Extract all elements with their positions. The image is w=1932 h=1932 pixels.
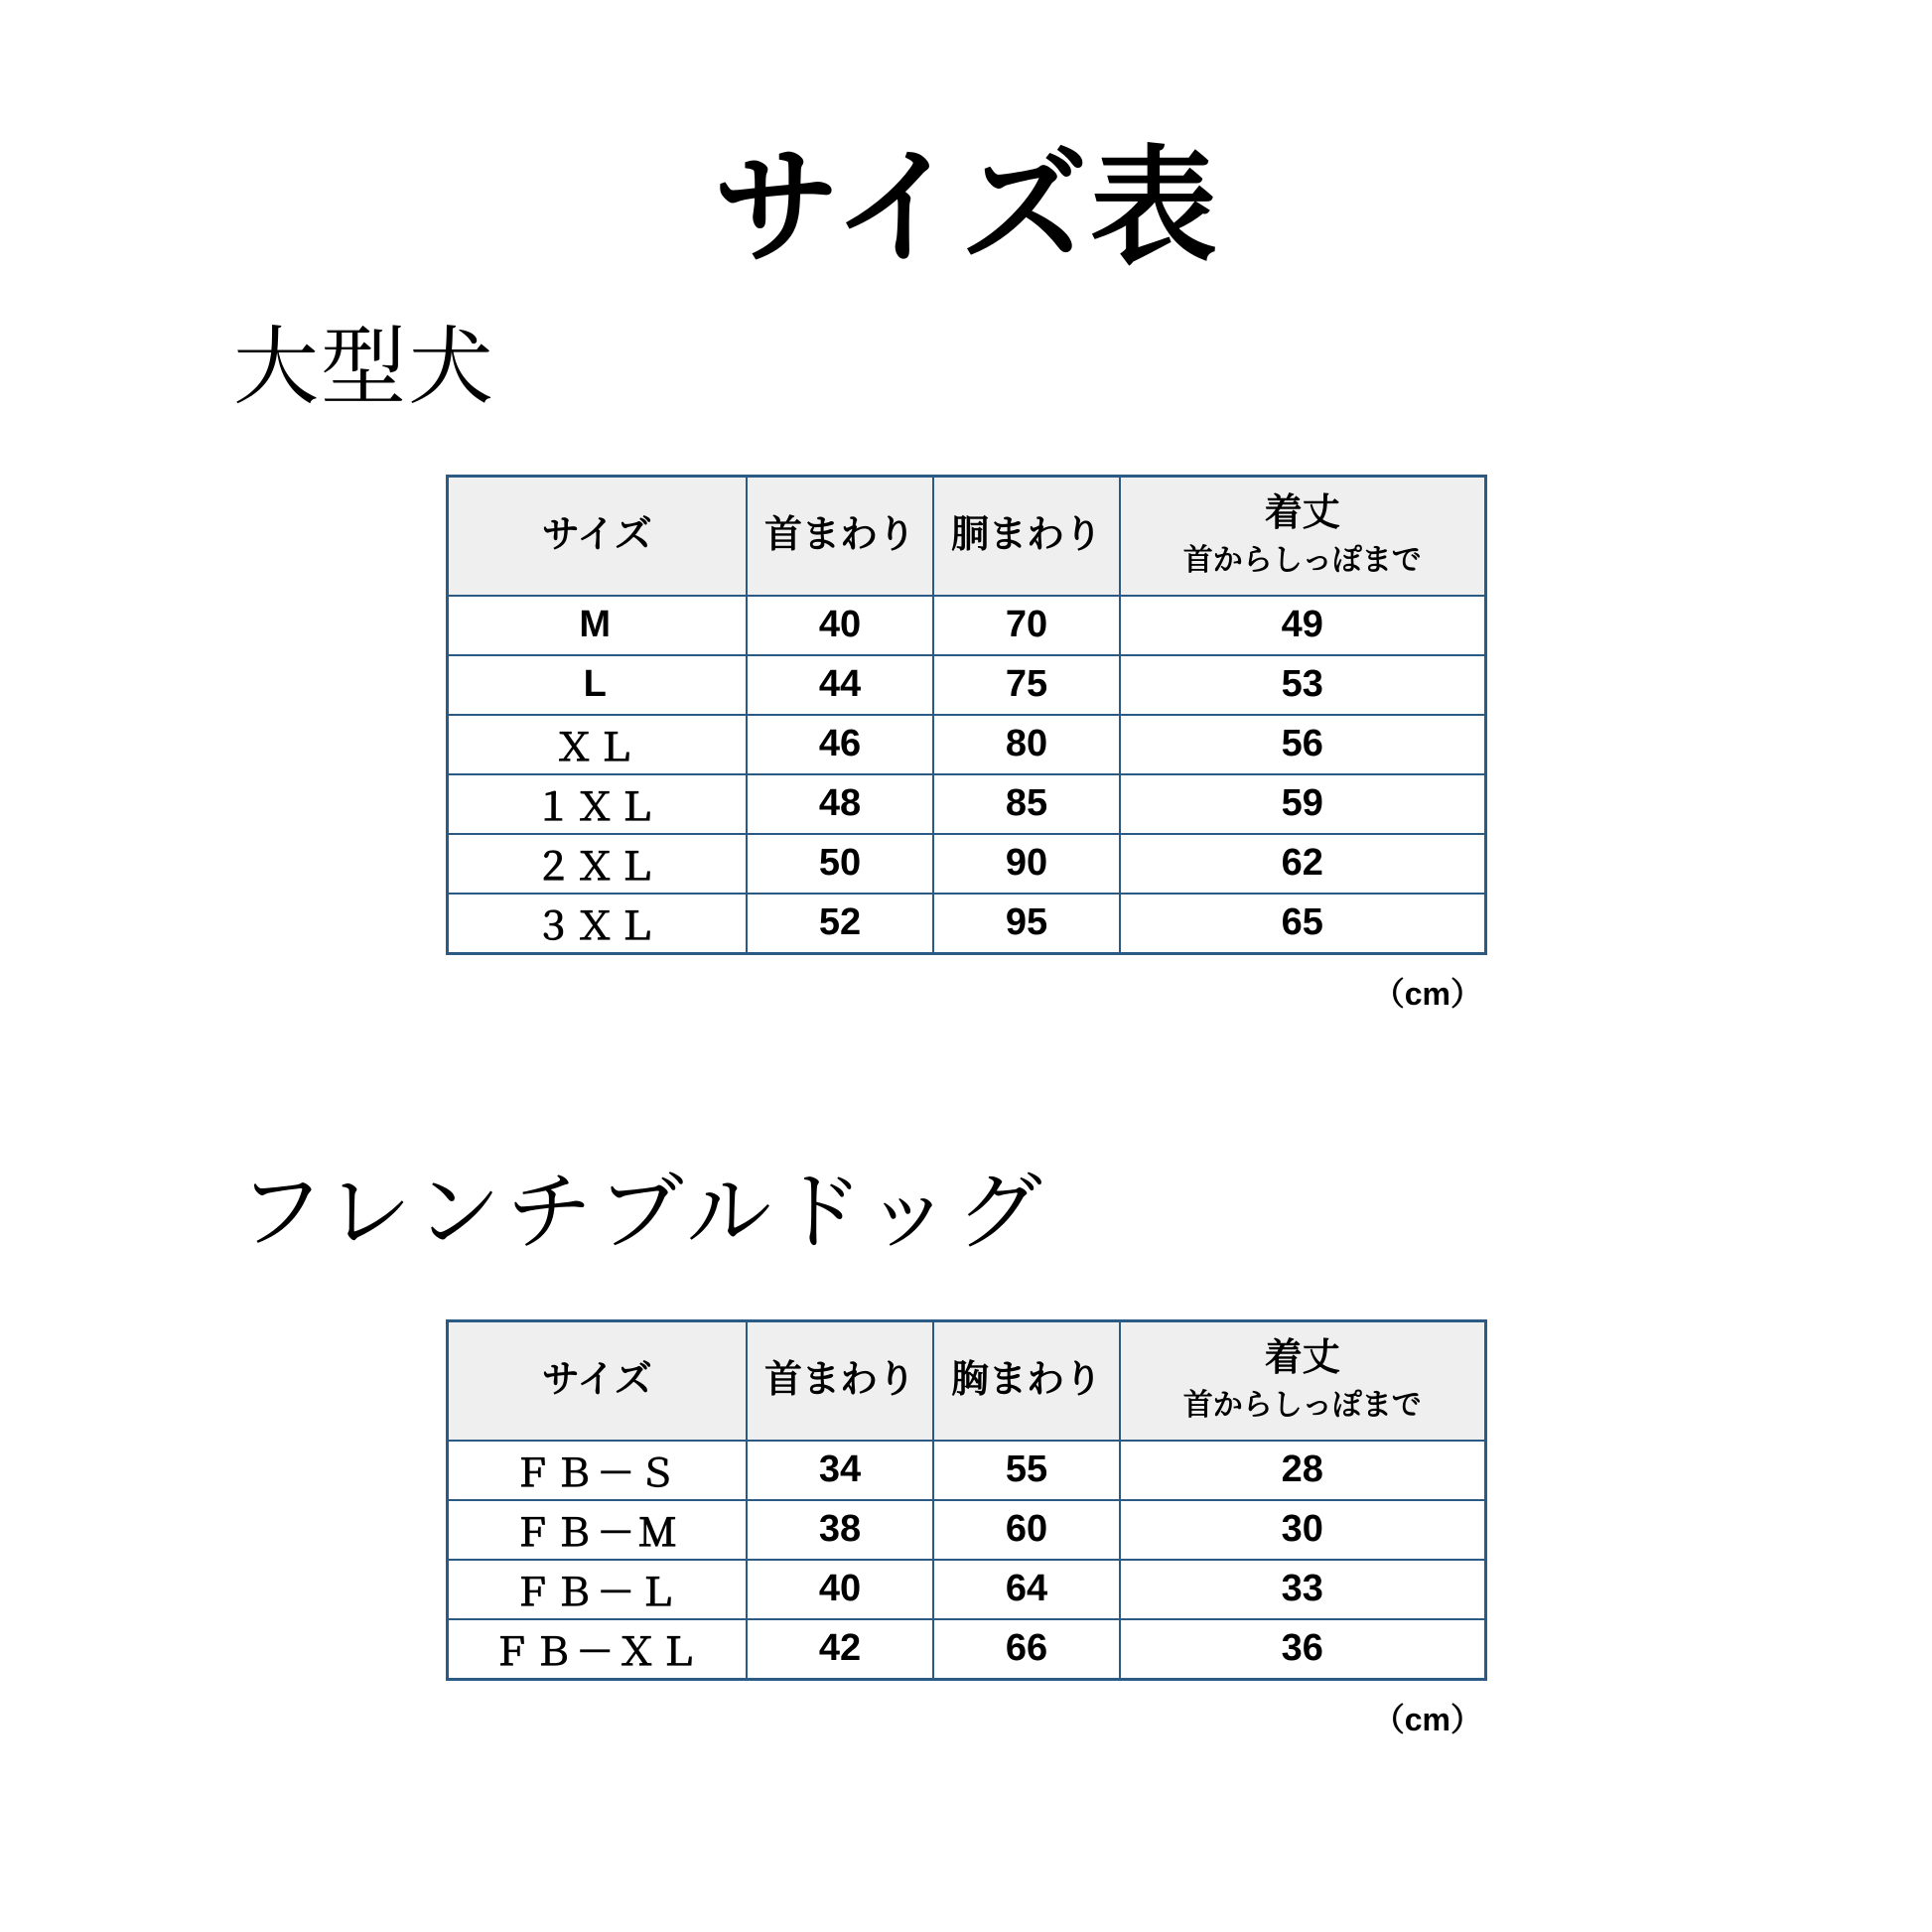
cell-size: １ＸＬ	[447, 774, 747, 834]
cell-size: ＦＢ－Ｍ	[447, 1500, 747, 1560]
section-heading-large-dog: 大型犬	[233, 319, 495, 415]
table-body	[447, 1441, 1485, 1680]
size-table-large-dog	[446, 475, 1487, 955]
cell-length: 33	[1120, 1560, 1485, 1619]
section-large-dog	[0, 279, 1932, 1015]
cell-length: 56	[1120, 715, 1485, 774]
table-row	[447, 1441, 1485, 1500]
cell-body: 85	[933, 774, 1120, 834]
table-row	[447, 1619, 1485, 1680]
th-chest: 胸まわり	[933, 1320, 1120, 1441]
table-row	[447, 774, 1485, 834]
table-header-row	[447, 1320, 1485, 1441]
cell-body: 75	[933, 655, 1120, 715]
table-row	[447, 1500, 1485, 1560]
cell-length: 30	[1120, 1500, 1485, 1560]
cell-neck: 50	[747, 834, 933, 894]
th-length: 着丈 首からしっぽまで	[1120, 1320, 1485, 1441]
cell-length: 36	[1120, 1619, 1485, 1680]
table-row	[447, 1560, 1485, 1619]
cell-neck: 42	[747, 1619, 933, 1680]
size-table-french-bulldog	[446, 1319, 1487, 1681]
cell-size: M	[447, 596, 747, 655]
cell-length: 59	[1120, 774, 1485, 834]
cell-neck: 34	[747, 1441, 933, 1500]
unit-label: （cm）	[1372, 1701, 1482, 1737]
table-wrap-french-bulldog	[0, 1262, 1932, 1681]
table-body	[447, 596, 1485, 954]
cell-neck: 46	[747, 715, 933, 774]
cell-length: 65	[1120, 894, 1485, 954]
cell-neck: 44	[747, 655, 933, 715]
table-head	[447, 476, 1485, 596]
cell-neck: 40	[747, 596, 933, 655]
table-header-row	[447, 476, 1485, 596]
cell-size: ＦＢ－ＸＬ	[447, 1619, 747, 1680]
th-neck: 首まわり	[747, 1320, 933, 1441]
cell-chest: 55	[933, 1441, 1120, 1500]
section-spacer	[0, 1015, 1932, 1164]
unit-row-large-dog	[0, 955, 1932, 1015]
cell-body: 95	[933, 894, 1120, 954]
cell-chest: 66	[933, 1619, 1120, 1680]
cell-length: 49	[1120, 596, 1485, 655]
page-title: サイズ表	[713, 137, 1219, 279]
cell-body: 80	[933, 715, 1120, 774]
table-row	[447, 655, 1485, 715]
unit-label: （cm）	[1372, 975, 1482, 1012]
cell-size: ２ＸＬ	[447, 834, 747, 894]
cell-chest: 64	[933, 1560, 1120, 1619]
cell-neck: 38	[747, 1500, 933, 1560]
table-row	[447, 834, 1485, 894]
cell-length: 28	[1120, 1441, 1485, 1500]
th-length: 着丈 首からしっぽまで	[1120, 476, 1485, 596]
cell-length: 53	[1120, 655, 1485, 715]
section-heading-french-bulldog: フレンチブルドッグ	[238, 1164, 1048, 1260]
cell-size: ＦＢ－Ｌ	[447, 1560, 747, 1619]
table-row	[447, 894, 1485, 954]
table-wrap-large-dog	[0, 417, 1932, 955]
section-french-bulldog	[0, 1164, 1932, 1740]
cell-neck: 40	[747, 1560, 933, 1619]
table-row	[447, 596, 1485, 655]
th-size: サイズ	[447, 476, 747, 596]
cell-neck: 48	[747, 774, 933, 834]
cell-size: ＸＬ	[447, 715, 747, 774]
cell-chest: 60	[933, 1500, 1120, 1560]
cell-size: ３ＸＬ	[447, 894, 747, 954]
th-body: 胴まわり	[933, 476, 1120, 596]
table-row	[447, 715, 1485, 774]
table-head	[447, 1320, 1485, 1441]
cell-neck: 52	[747, 894, 933, 954]
th-size: サイズ	[447, 1320, 747, 1441]
unit-row-french-bulldog	[0, 1681, 1932, 1740]
cell-size: L	[447, 655, 747, 715]
cell-length: 62	[1120, 834, 1485, 894]
th-neck: 首まわり	[747, 476, 933, 596]
cell-body: 70	[933, 596, 1120, 655]
cell-size: ＦＢ－Ｓ	[447, 1441, 747, 1500]
cell-body: 90	[933, 834, 1120, 894]
